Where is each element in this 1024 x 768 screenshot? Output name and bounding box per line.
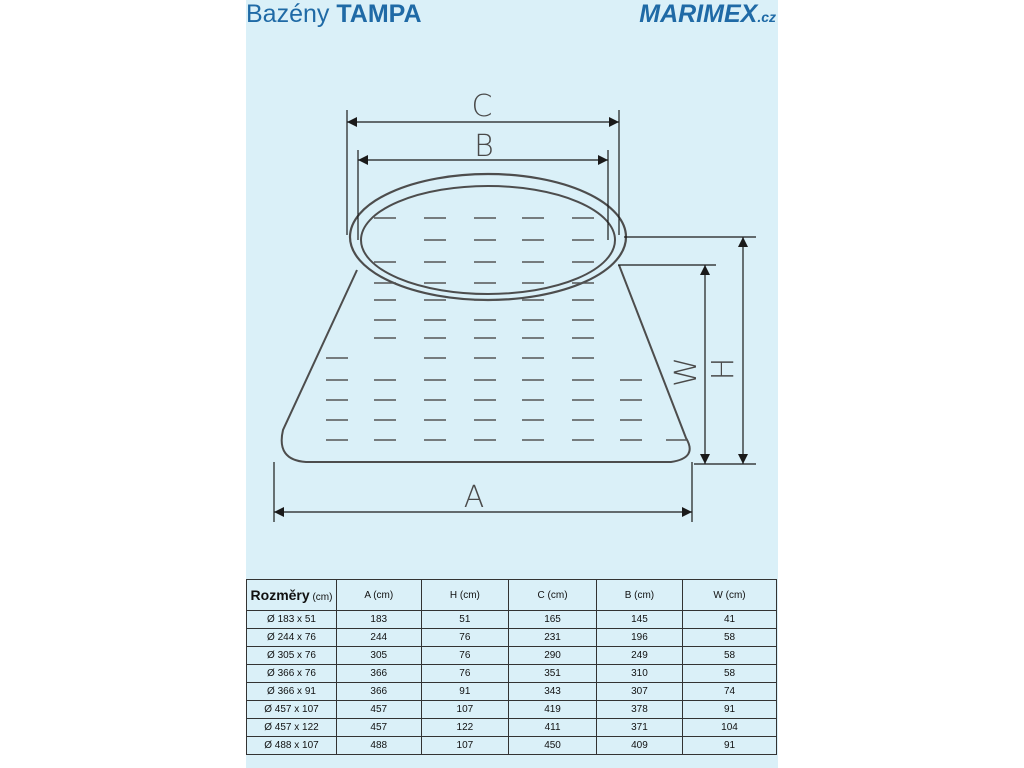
table-header-cell: H (cm) (421, 580, 509, 611)
table-cell: 74 (683, 683, 777, 701)
pool-dimension-diagram (246, 0, 778, 575)
pool-ring-outer (350, 174, 626, 300)
table-cell-size: Ø 366 x 76 (247, 665, 337, 683)
table-cell-size: Ø 183 x 51 (247, 611, 337, 629)
product-sheet (246, 0, 778, 768)
table-cell-size: Ø 488 x 107 (247, 737, 337, 755)
table-header-dimensions-unit: (cm) (312, 591, 333, 603)
table-cell: 58 (683, 665, 777, 683)
table-row (247, 629, 777, 647)
table-cell: 366 (337, 683, 422, 701)
table-row (247, 719, 777, 737)
table-header-cell: C (cm) (509, 580, 597, 611)
dimension-c-label: C (471, 89, 493, 124)
table-cell: 249 (596, 647, 682, 665)
table-cell: 366 (337, 665, 422, 683)
table-cell: 305 (337, 647, 422, 665)
table-cell: 91 (421, 683, 509, 701)
table-cell: 351 (509, 665, 597, 683)
table-cell: 411 (509, 719, 597, 737)
table-cell: 107 (421, 701, 509, 719)
table-cell: 183 (337, 611, 422, 629)
table-header-dimensions-label: Rozměry (250, 586, 310, 603)
table-cell-size: Ø 366 x 91 (247, 683, 337, 701)
product-title-prefix: Bazény (246, 0, 330, 28)
table-row (247, 665, 777, 683)
table-cell-size: Ø 305 x 76 (247, 647, 337, 665)
dimension-h-label: H (706, 357, 741, 381)
table-row (247, 701, 777, 719)
table-cell: 307 (596, 683, 682, 701)
table-cell: 196 (596, 629, 682, 647)
table-cell: 107 (421, 737, 509, 755)
table-header-dimensions (247, 580, 337, 611)
table-row (247, 647, 777, 665)
table-cell: 457 (337, 701, 422, 719)
table-row (247, 737, 777, 755)
table-cell: 76 (421, 629, 509, 647)
dimensions-table (246, 579, 777, 755)
table-cell: 290 (509, 647, 597, 665)
table-cell: 343 (509, 683, 597, 701)
table-header-row (247, 580, 777, 611)
table-body (247, 611, 777, 755)
table-cell: 76 (421, 665, 509, 683)
table-cell: 231 (509, 629, 597, 647)
table-cell: 41 (683, 611, 777, 629)
table-cell: 457 (337, 719, 422, 737)
table-cell: 371 (596, 719, 682, 737)
table-header-cell: B (cm) (596, 580, 682, 611)
table-cell: 244 (337, 629, 422, 647)
table-cell: 51 (421, 611, 509, 629)
dimension-w-label: W (669, 357, 704, 387)
table-cell: 104 (683, 719, 777, 737)
dimension-b-label: B (474, 129, 494, 164)
table-header-cell: A (cm) (337, 580, 422, 611)
table-cell: 58 (683, 629, 777, 647)
table-cell-size: Ø 457 x 107 (247, 701, 337, 719)
table-cell: 145 (596, 611, 682, 629)
table-cell: 419 (509, 701, 597, 719)
product-title-name: TAMPA (336, 0, 422, 28)
table-cell: 409 (596, 737, 682, 755)
table-cell: 91 (683, 737, 777, 755)
table-cell: 378 (596, 701, 682, 719)
dimension-a-label: A (463, 480, 485, 515)
table-cell: 122 (421, 719, 509, 737)
table-cell: 488 (337, 737, 422, 755)
table-row (247, 683, 777, 701)
water-pattern (326, 218, 688, 440)
table-cell-size: Ø 244 x 76 (247, 629, 337, 647)
table-cell: 58 (683, 647, 777, 665)
table-cell: 450 (509, 737, 597, 755)
brand-logo-suffix: .cz (757, 9, 776, 25)
table-cell: 76 (421, 647, 509, 665)
table-cell: 310 (596, 665, 682, 683)
table-cell: 91 (683, 701, 777, 719)
table-row (247, 611, 777, 629)
brand-logo-name: MARIMEX (639, 0, 758, 28)
table-header-cell: W (cm) (683, 580, 777, 611)
table-cell-size: Ø 457 x 122 (247, 719, 337, 737)
table-cell: 165 (509, 611, 597, 629)
